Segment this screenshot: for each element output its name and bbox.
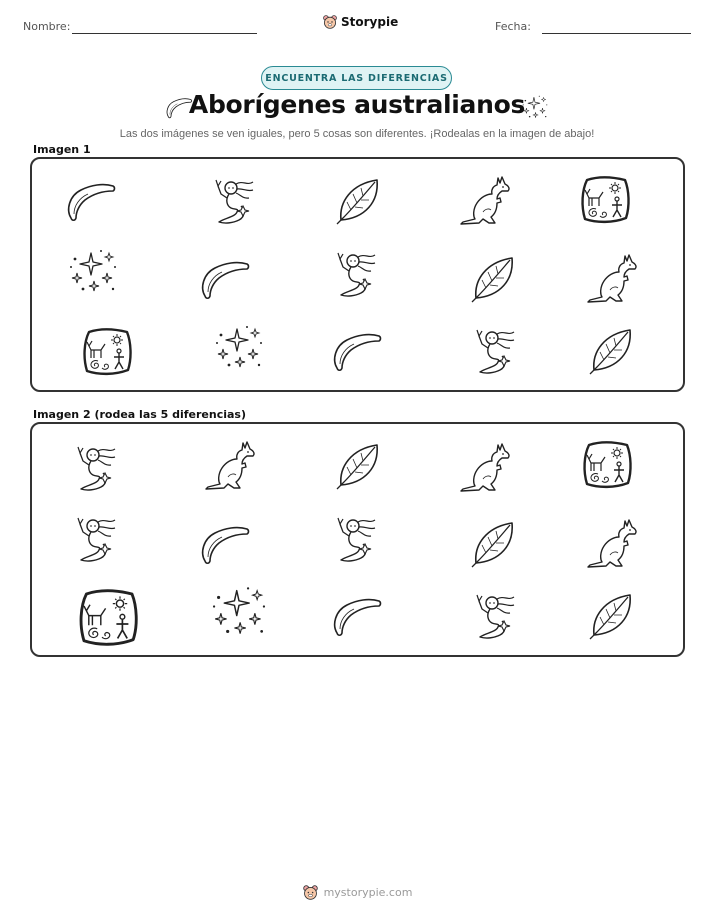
- title-sparkles-icon: [518, 92, 552, 122]
- eucalyptus-leaf-icon: [329, 172, 389, 228]
- image1-label: Imagen 1: [33, 143, 91, 156]
- boomerang-icon[interactable]: [327, 587, 387, 643]
- eucalyptus-leaf-icon: [582, 322, 642, 378]
- date-label: Fecha:: [495, 20, 531, 33]
- kangaroo-icon: [582, 250, 642, 306]
- sparkles-icon: [63, 243, 123, 299]
- sparkles-icon: [209, 319, 269, 375]
- footer-url[interactable]: mystorypie.com: [323, 886, 413, 899]
- rainbow-serpent-spirit-icon[interactable]: [464, 587, 524, 643]
- kangaroo-icon[interactable]: [200, 437, 260, 493]
- instructions: Las dos imágenes se ven iguales, pero 5 cosas son diferentes. ¡Rodealas en la imagen de abajo!: [119, 128, 595, 140]
- rainbow-serpent-spirit-icon[interactable]: [65, 510, 125, 566]
- eucalyptus-leaf-icon[interactable]: [582, 587, 642, 643]
- boomerang-icon: [61, 172, 121, 228]
- eucalyptus-leaf-icon: [464, 250, 524, 306]
- rainbow-serpent-spirit-icon[interactable]: [325, 510, 385, 566]
- brand-name: Storypie: [341, 15, 399, 29]
- image1-panel: [30, 157, 685, 392]
- name-label: Nombre:: [23, 20, 71, 33]
- image2-label: Imagen 2 (rodea las 5 diferencias): [33, 408, 247, 421]
- kangaroo-icon[interactable]: [582, 515, 642, 571]
- boomerang-icon[interactable]: [195, 515, 255, 571]
- page-title: Aborígenes australianos: [188, 90, 526, 119]
- rainbow-serpent-spirit-icon[interactable]: [65, 439, 125, 495]
- rock-art-icon[interactable]: [72, 584, 144, 652]
- storypie-brand: [322, 14, 398, 30]
- kangaroo-icon: [455, 172, 515, 228]
- bear-logo-icon: [302, 884, 319, 901]
- image2-panel: [30, 422, 685, 657]
- kangaroo-icon[interactable]: [455, 439, 515, 495]
- name-field-line[interactable]: [72, 33, 257, 34]
- boomerang-icon: [327, 322, 387, 378]
- rock-art-icon: [77, 324, 137, 380]
- rainbow-serpent-spirit-icon: [464, 322, 524, 378]
- rainbow-serpent-spirit-icon: [325, 245, 385, 301]
- footer: [0, 884, 714, 901]
- boomerang-icon: [195, 250, 255, 306]
- rock-art-icon: [575, 172, 635, 228]
- rainbow-serpent-spirit-icon: [203, 172, 263, 228]
- rock-art-icon[interactable]: [577, 437, 637, 493]
- eucalyptus-leaf-icon[interactable]: [329, 437, 389, 493]
- eucalyptus-leaf-icon[interactable]: [464, 515, 524, 571]
- activity-badge: ENCUENTRA LAS DIFERENCIAS: [261, 66, 452, 90]
- bear-logo-icon: [322, 14, 338, 30]
- date-field-line[interactable]: [542, 33, 691, 34]
- sparkles-icon[interactable]: [205, 579, 273, 643]
